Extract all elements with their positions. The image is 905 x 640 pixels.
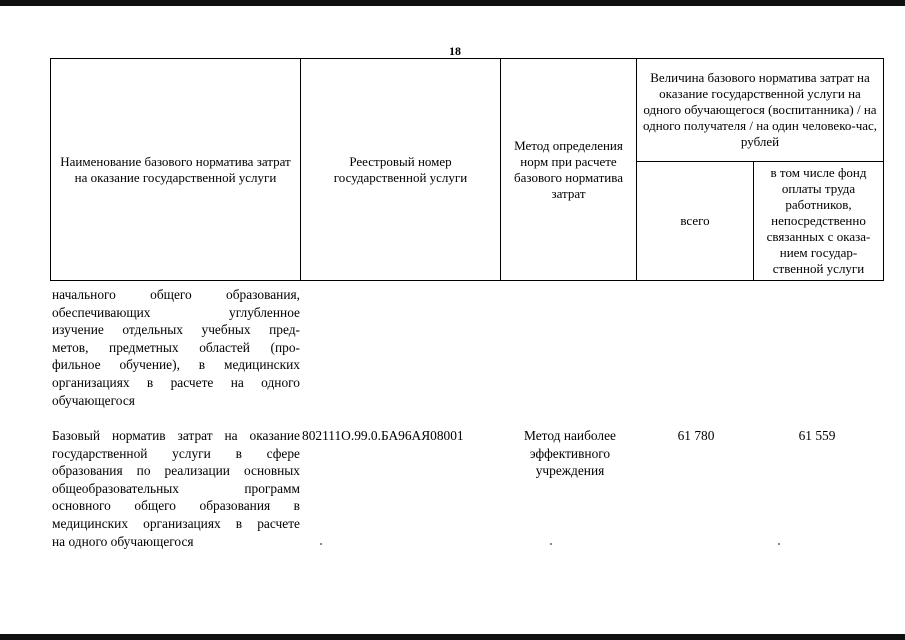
- page-bottom-edge: [0, 634, 905, 640]
- row2-name-line: образования по реализации основных: [52, 463, 300, 479]
- row1-name: [52, 286, 300, 409]
- row1-name-line: изучение отдельных учебных пред-: [52, 322, 300, 338]
- row2-name-line: Базовый норматив затрат на оказание: [52, 428, 300, 443]
- row2-method: [500, 427, 640, 480]
- header-registry-column: Реестровый номер государственной услуги: [301, 59, 501, 281]
- scan-speck: [320, 543, 322, 545]
- header-wage-fund-column: в том числе фонд оплаты труда работников, непосредственно связанных с оказа- нием государ- ственной услуги: [754, 162, 884, 281]
- row2-name-line: медицинских организациях в расчете: [52, 515, 300, 531]
- row1-name-line: обучающегося: [52, 392, 135, 408]
- row2-method-line: Метод наиболее: [524, 428, 616, 443]
- row2-name: [52, 427, 300, 550]
- row2-name-line: общеобразовательных программ: [52, 480, 300, 496]
- row2-method-line: эффективного: [529, 445, 611, 461]
- row2-registry-number: 802111О.99.0.БА96АЯ08001: [302, 428, 464, 443]
- scan-speck: [778, 543, 780, 545]
- header-value-group: Величина базового норматива затрат на оказание государственной услуги на одного обучающегося (воспитанника) / на одного получателя / на один человеко-час, рублей: [637, 59, 884, 162]
- header-name-column: Наименование базового норматива затрат на оказание государственной услуги: [51, 59, 301, 281]
- row1-name-line: начального общего образования,: [52, 287, 300, 302]
- row1-name-line: фильное обучение), в медицинских: [52, 357, 300, 373]
- row1-name-line: обеспечивающих углубленное: [52, 304, 300, 320]
- row1-name-line: метов, предметных областей (про-: [52, 339, 300, 355]
- page-number: 18: [449, 44, 461, 58]
- row2-wage-fund: 61 559: [798, 428, 836, 443]
- row2-name-line: государственной услуги в сфере: [52, 445, 300, 461]
- row2-name-line: на одного обучающегося: [52, 533, 194, 549]
- row2-total: 61 780: [677, 428, 715, 443]
- row2-method-line: учреждения: [535, 463, 605, 479]
- scan-speck: [550, 543, 552, 545]
- row2-name-line: основного общего образования в: [52, 498, 300, 514]
- header-total-column: всего: [637, 162, 754, 281]
- row1-name-line: организациях в расчете на одного: [52, 374, 300, 390]
- header-method-column: Метод определения норм при расчете базового норматива затрат: [501, 59, 637, 281]
